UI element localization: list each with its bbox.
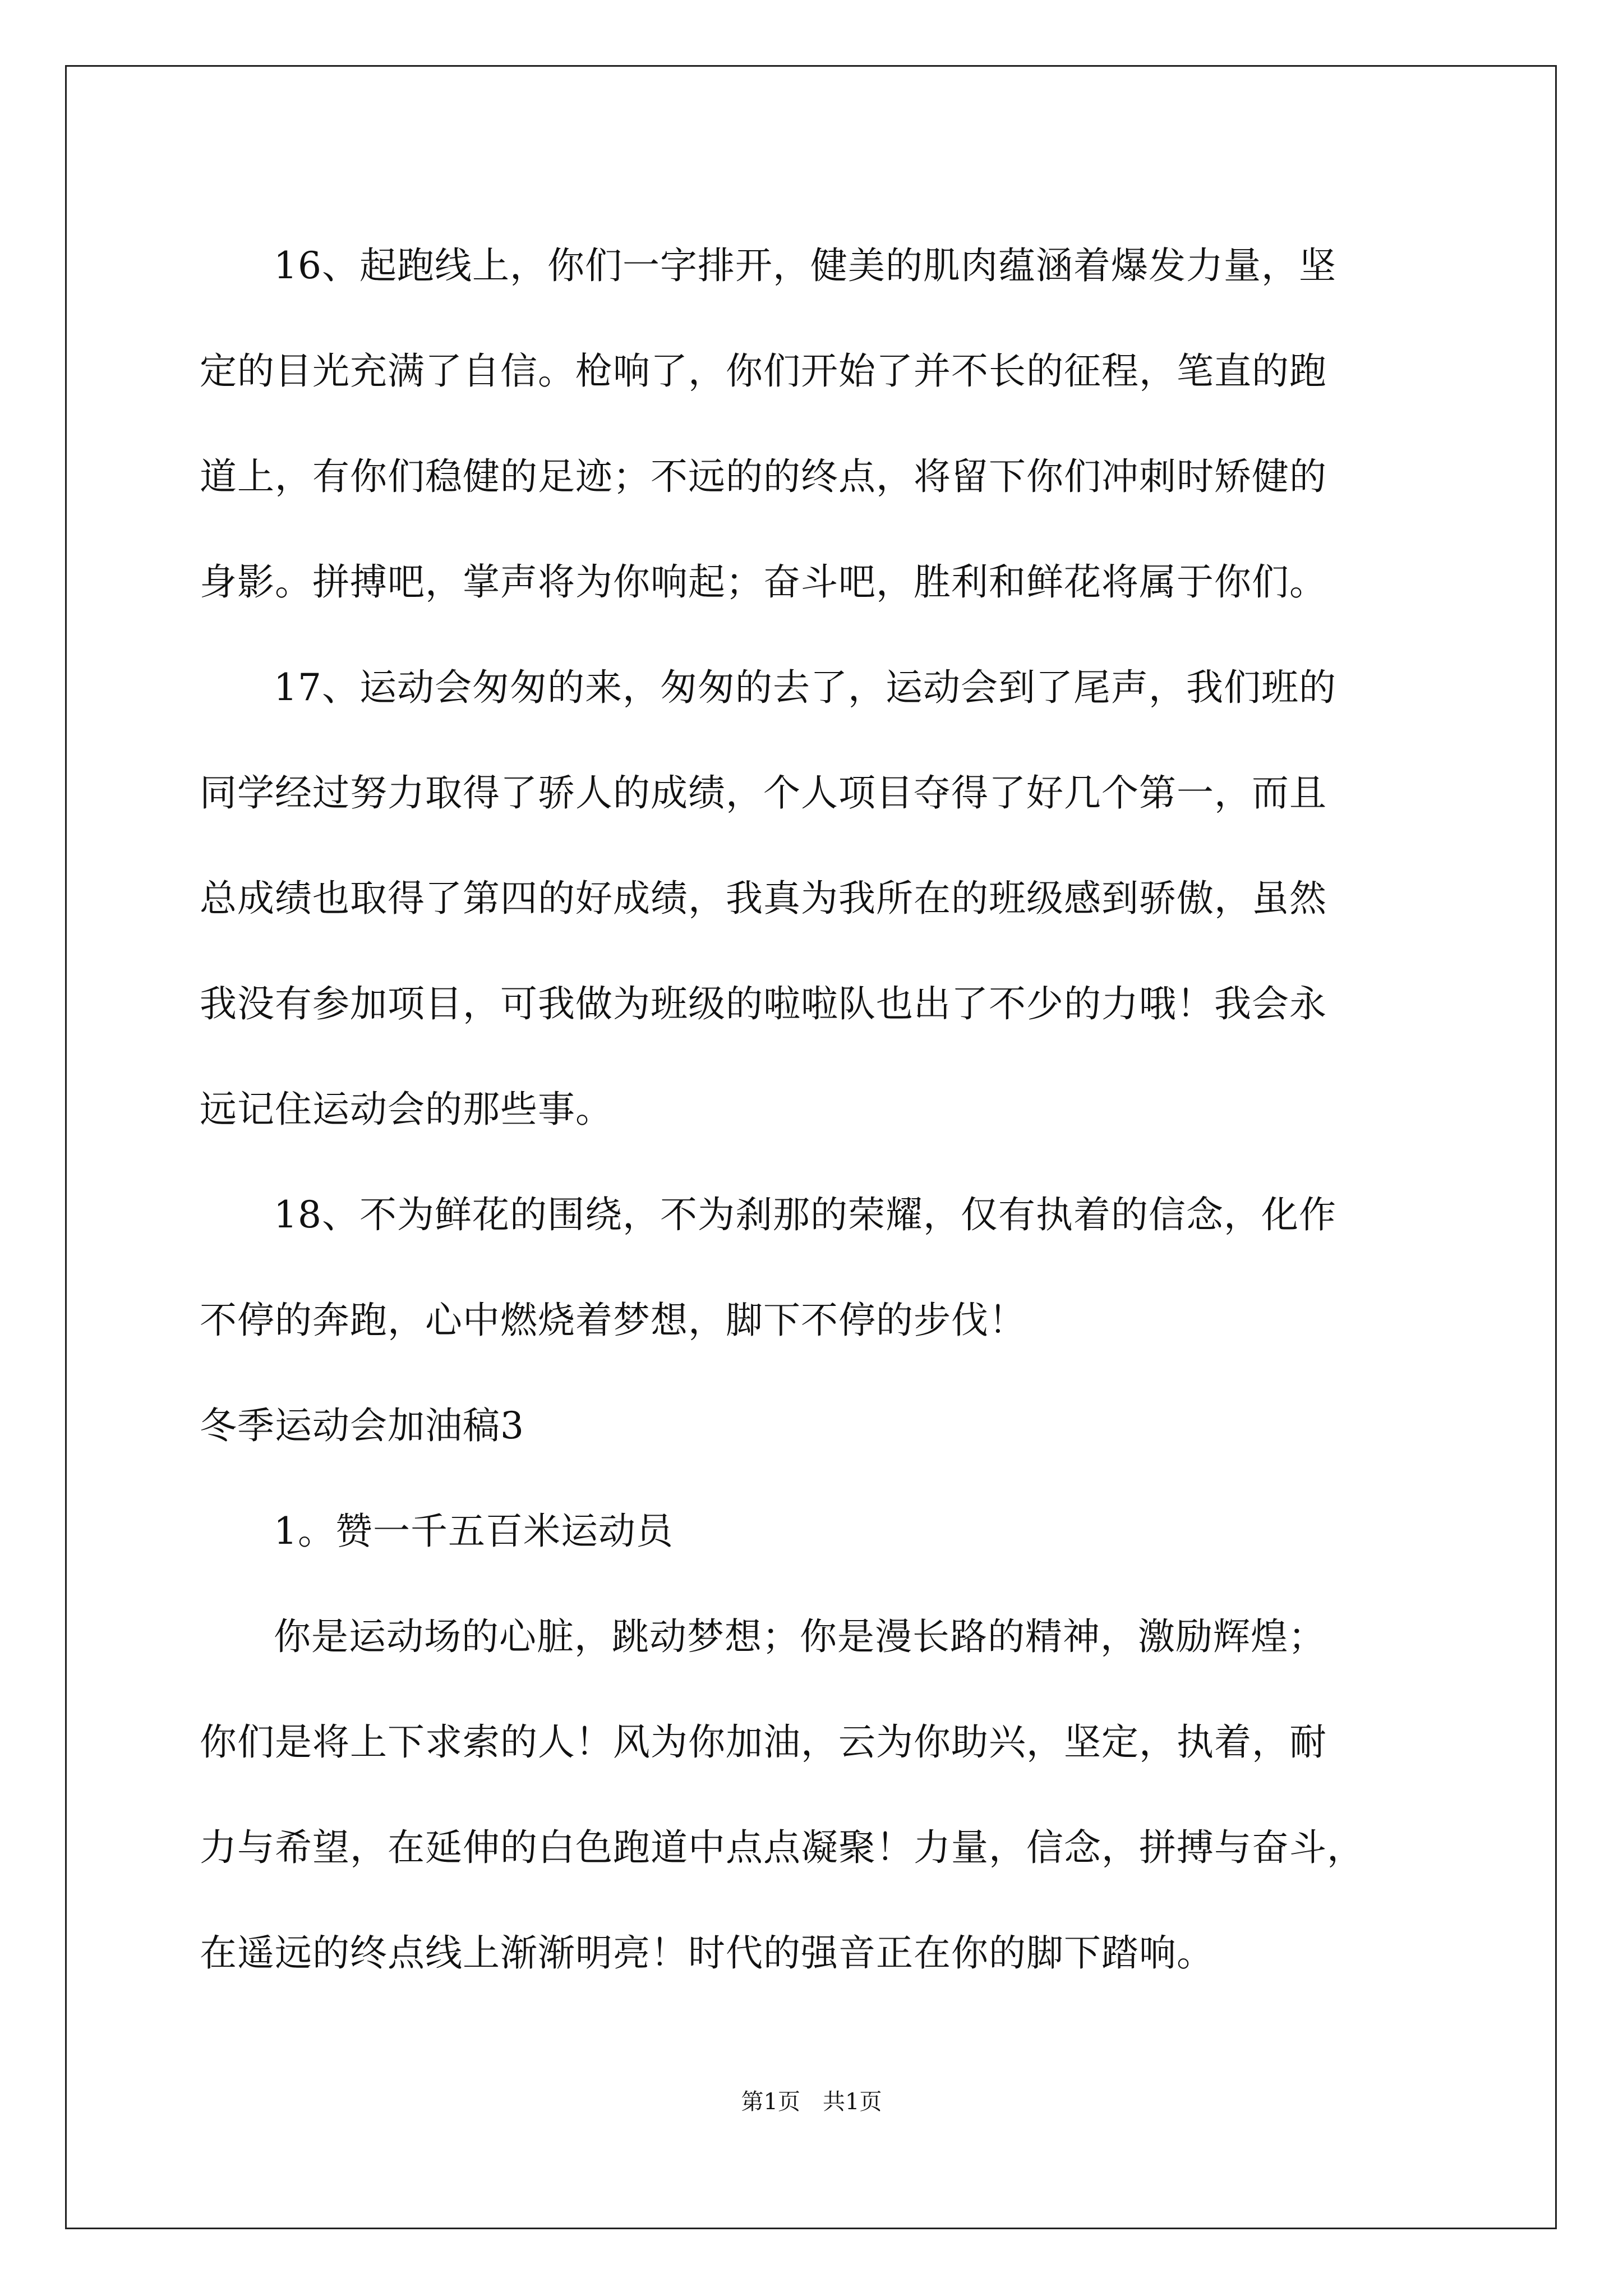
page-number: 第1页 [741,2089,800,2115]
paragraph-18-line-1: 18、不为鲜花的围绕，不为刹那的荣耀，仅有执着的信念，化作 [274,1193,1336,1236]
paragraph-17-line-2: 同学经过努力取得了骄人的成绩，个人项目夺得了好几个第一，而且 [200,771,1327,815]
page-footer [0,2084,1623,2116]
paragraph-16-line-2: 定的目光充满了自信。枪响了，你们开始了并不长的征程，笔直的跑 [200,349,1327,393]
paragraph-17-line-5: 远记住运动会的那些事。 [200,1088,613,1131]
paragraph-17-line-1: 17、运动会匆匆的来，匆匆的去了，运动会到了尾声，我们班的 [274,666,1336,709]
document-body [200,213,1445,2006]
item-1-line-3: 力与希望，在延伸的白色跑道中点点凝聚！力量，信念，拼搏与奋斗， [200,1826,1364,1869]
paragraph-16-line-3: 道上，有你们稳健的足迹；不远的的终点，将留下你们冲刺时矫健的 [200,455,1327,498]
item-1-line-4: 在遥远的终点线上渐渐明亮！时代的强音正在你的脚下踏响。 [200,1931,1214,1975]
item-1-line-1: 你是运动场的心脏，跳动梦想；你是漫长路的精神，激励辉煌； [274,1615,1326,1658]
paragraph-17-line-3: 总成绩也取得了第四的好成绩，我真为我所在的班级感到骄傲，虽然 [200,877,1327,920]
section-heading: 冬季运动会加油稿3 [200,1404,524,1447]
paragraph-16-line-1: 16、起跑线上，你们一字排开，健美的肌肉蕴涵着爆发力量，坚 [274,244,1336,287]
paragraph-17-line-4: 我没有参加项目，可我做为班级的啦啦队也出了不少的力哦！我会永 [200,982,1327,1025]
item-1-line-2: 你们是将上下求索的人！风为你加油，云为你助兴，坚定，执着，耐 [200,1720,1327,1764]
paragraph-18-line-2: 不停的奔跑，心中燃烧着梦想，脚下不停的步伐！ [200,1299,1026,1342]
paragraph-16-line-4: 身影。拼搏吧，掌声将为你响起；奋斗吧，胜利和鲜花将属于你们。 [200,560,1327,604]
page-total: 共1页 [823,2089,882,2115]
item-1-title: 1。赞一千五百米运动员 [274,1510,674,1553]
